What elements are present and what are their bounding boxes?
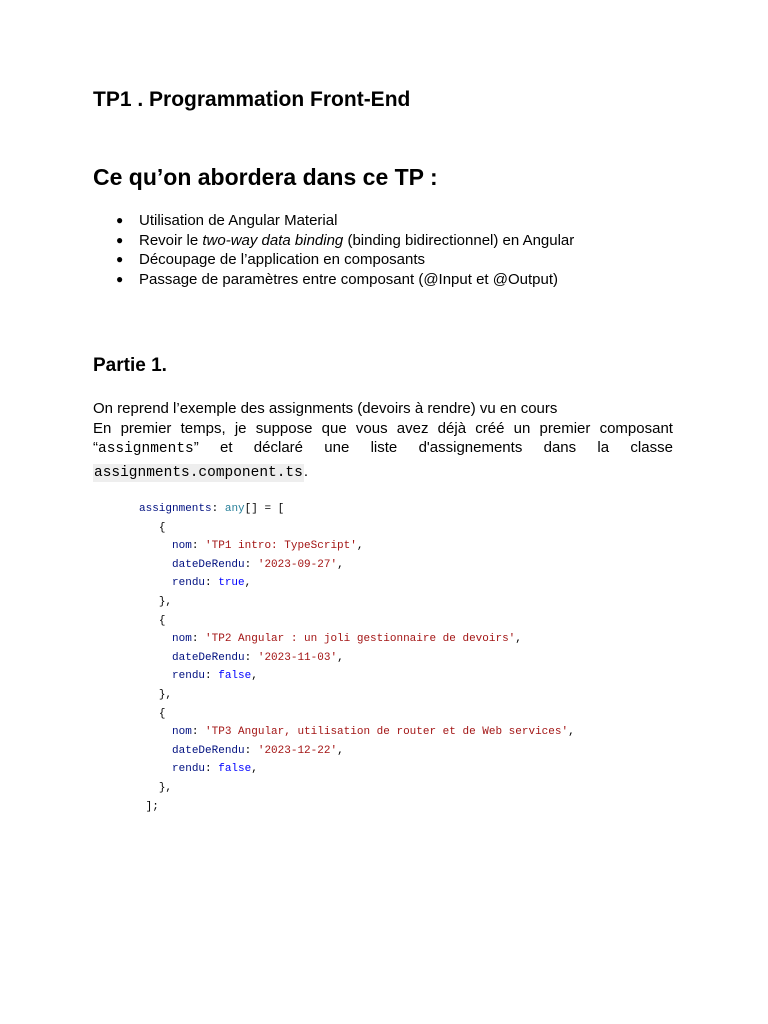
code-string: '2023-12-22': [257, 744, 338, 757]
open-quote: “: [93, 439, 98, 456]
list-item: [93, 250, 693, 270]
code-brace: },: [158, 595, 173, 608]
close-quote: ”: [193, 439, 199, 456]
code-key: rendu: [172, 670, 206, 683]
code-brace: {: [158, 521, 166, 534]
code-block: [139, 500, 575, 816]
code-punct: ];: [145, 800, 159, 813]
paragraph-line: [93, 462, 673, 484]
paragraph-word: d'assignements: [418, 439, 523, 456]
code-key: rendu: [172, 763, 206, 776]
list-item-text: Découpage de l’application en composants: [139, 251, 426, 268]
section-heading: Ce qu’on abordera dans ce TP :: [93, 164, 438, 190]
code-brace: },: [158, 688, 173, 701]
paragraph-word: et: [220, 439, 233, 456]
paragraph-word: vous: [355, 419, 388, 437]
code-key: nom: [172, 540, 192, 553]
code-string: '2023-09-27': [257, 558, 338, 571]
paragraph-word: En: [93, 419, 112, 437]
code-boolean: true: [218, 577, 245, 590]
code-brace: {: [158, 614, 166, 627]
list-item: [93, 270, 693, 290]
topics-list: [93, 211, 693, 289]
list-item-text-after: (binding bidirectionnel) en Angular: [343, 231, 575, 249]
code-string: 'TP3 Angular, utilisation de router et de Web services': [205, 726, 569, 739]
paragraph-word: un: [513, 419, 531, 437]
paragraph-word: composant: [599, 419, 673, 437]
quoted-code: [93, 438, 199, 460]
code-boolean: false: [218, 670, 252, 683]
code-key: dateDeRendu: [172, 651, 245, 664]
paragraph-word: premier: [539, 419, 591, 437]
period: .: [303, 462, 309, 480]
list-item-text: Passage de paramètres entre composant (@Input et @Output): [139, 270, 559, 288]
inline-code-filename: assignments.component.ts: [94, 464, 303, 481]
paragraph-word: premier: [120, 419, 172, 437]
code-type: any: [224, 503, 245, 515]
paragraph-line: [93, 438, 673, 460]
paragraph-word: suppose: [255, 419, 313, 437]
page-title: TP1 . Programmation Front-End: [93, 88, 411, 111]
paragraph-line: [93, 419, 673, 439]
code-boolean: false: [218, 763, 252, 776]
code-string: 'TP1 intro: TypeScript': [205, 540, 357, 553]
bullet-icon: ●: [116, 213, 124, 227]
code-var: assignments: [139, 503, 212, 515]
code-items: { nom: 'TP1 intro: TypeScript', dateDeRendu: '2023-09-27', rendu: true, }, { nom: 'TP2 Angular : un joli gestionnaire de devoirs', dateDeRendu: '2023-11-03', rendu: false, }, { nom: 'TP3 Angular, utilisation de router et de Web services', dateDeRendu: '2023-12-22', rendu: false, },: [158, 521, 575, 794]
inline-code: assignments: [98, 441, 194, 457]
code-key: nom: [172, 726, 192, 739]
paragraph-word: dans: [543, 439, 577, 456]
code-brace: {: [158, 707, 166, 720]
paragraph-word: déjà: [437, 419, 467, 437]
paragraph-word: je: [234, 419, 247, 437]
code-key: dateDeRendu: [172, 744, 245, 757]
paragraph-line: On reprend l’exemple des assignments (devoirs à rendre) vu en cours: [93, 400, 558, 417]
code-key: rendu: [172, 577, 206, 590]
code-punct: [] = [: [244, 503, 285, 515]
paragraph-word: la: [597, 439, 610, 456]
bullet-icon: ●: [116, 252, 124, 266]
paragraph-word: déclaré: [253, 439, 303, 456]
list-item-italic: two-way data binding: [202, 231, 344, 249]
paragraph-word: classe: [630, 439, 673, 456]
code-key: nom: [172, 633, 192, 646]
list-item-text: Utilisation de Angular Material: [139, 212, 338, 229]
code-key: dateDeRendu: [172, 558, 245, 571]
code-brace: },: [158, 781, 173, 794]
paragraph-word: avez: [396, 419, 429, 437]
intro-paragraph: [93, 399, 673, 483]
code-string: '2023-11-03': [257, 651, 338, 664]
code-punct: :: [211, 503, 219, 515]
bullet-icon: ●: [116, 271, 124, 286]
part-heading: Partie 1.: [93, 355, 167, 376]
list-item: [93, 231, 693, 251]
paragraph-word: une: [324, 439, 350, 456]
bullet-icon: ●: [116, 232, 124, 247]
paragraph-word: créé: [475, 419, 505, 437]
paragraph-word: liste: [370, 439, 398, 456]
list-item: [93, 211, 693, 231]
paragraph-word: temps,: [180, 419, 226, 437]
list-item-text-before: Revoir le: [139, 231, 203, 249]
paragraph-word: que: [321, 419, 347, 437]
code-string: 'TP2 Angular : un joli gestionnaire de devoirs': [205, 633, 516, 646]
